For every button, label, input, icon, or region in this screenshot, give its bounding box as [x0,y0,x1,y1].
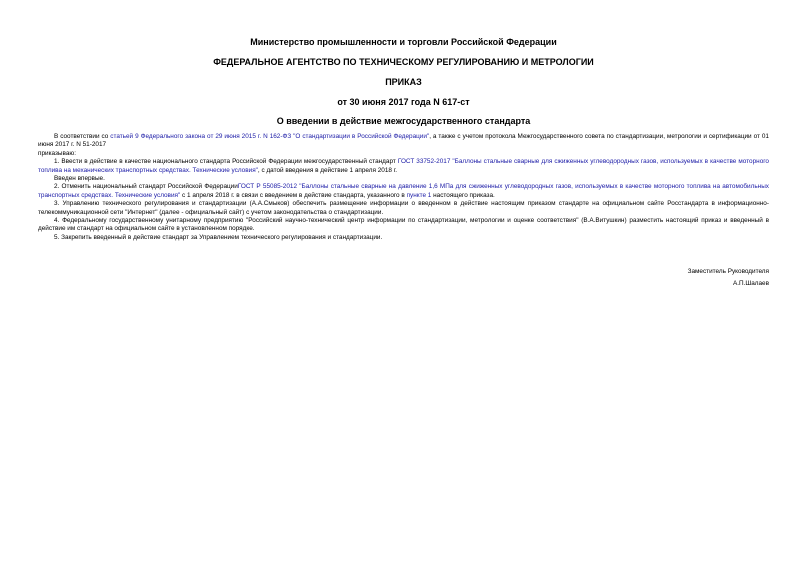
federal-law-link[interactable]: статьей 9 Федерального закона от 29 июня 2015 г. N 162-ФЗ "О стандартизации в Российской Федерации" [110,133,430,140]
paragraph-2-text-end: настоящего приказа. [431,191,495,199]
date-number-heading: от 30 июня 2017 года N 617-ст [337,97,470,107]
paragraph-1-text-cont: , с датой введения в действие 1 апреля 2018 г. [257,166,398,174]
signature-block [688,268,769,288]
paragraph-2-text-cont: с 1 апреля 2018 г. в связи с введением в действие стандарта, указанного в [180,191,407,199]
paragraph-2-text: 2. Отменить национальный стандарт Российской Федерации [54,183,238,191]
ministry-heading: Министерство промышленности и торговли Российской Федерации [250,37,557,47]
paragraph-1-text: 1. Ввести в действие в качестве национального стандарта Российской Федерации межгосударственный стандарт [54,158,398,166]
gost-33752-link[interactable]: ГОСТ 33752-2017 "Баллоны стальные сварные для сжиженных углеводородных газов, используемых в качестве моторного топлива на механических транспортных средствах. Технические условия" [38,158,769,174]
order-word: приказываю: [38,149,76,157]
signer-name: А.П.Шалаев [732,279,769,287]
gost-r-55085-link[interactable]: ГОСТ Р 55085-2012 "Баллоны стальные сварные на давление 1,6 МПа для сжиженных углеводородных газов, используемых в качестве моторного топлива на автомобильных транспортных средствах. Технические условия" [38,183,769,199]
paragraph-2 [38,183,769,200]
paragraph-4: 4. Федеральному государственному унитарному предприятию "Российский научно-технический центр информации по стандартизации, метрологии и оценке соответствия" (В.А.Витушкин) разместить настоящий приказ и введенный в действие им стандарт на официальном сайте в установленном порядке. [38,217,769,233]
preamble-paragraph [38,133,769,150]
paragraph-3: 3. Управлению технического регулирования и стандартизации (А.А.Смыков) обеспечить размещение информации о введенном в действие настоящим приказом стандарте на официальном сайте Росстандарта в информационно-телекоммуникационной сети "Интернет" (далее - официальный сайт) с учетом законодательства о стандартизации. [38,200,769,216]
signer-position: Заместитель Руководителя [687,268,769,275]
paragraph-1-reference-link[interactable]: пункте 1 [406,191,432,199]
paragraph-5: 5. Закрепить введенный в действие стандарт за Управлением технического регулирования и стандартизации. [54,233,383,241]
document-body [38,133,769,242]
preamble-text-cont: , а также с учетом протокола Межгосударственного совета по стандартизации, метрологии и сертификации от 01 июня 2017 г. N 51-2017 [38,133,769,149]
first-time-note: Введен впервые. [54,175,105,183]
paragraph-1 [38,158,769,175]
document-subject-heading: О введении в действие межгосударственного стандарта [276,116,531,126]
preamble-text: В соответствии со [54,133,111,140]
agency-heading: ФЕДЕРАЛЬНОЕ АГЕНТСТВО ПО ТЕХНИЧЕСКОМУ РЕГУЛИРОВАНИЮ И МЕТРОЛОГИИ [213,57,594,67]
document-type-heading: ПРИКАЗ [385,77,422,87]
